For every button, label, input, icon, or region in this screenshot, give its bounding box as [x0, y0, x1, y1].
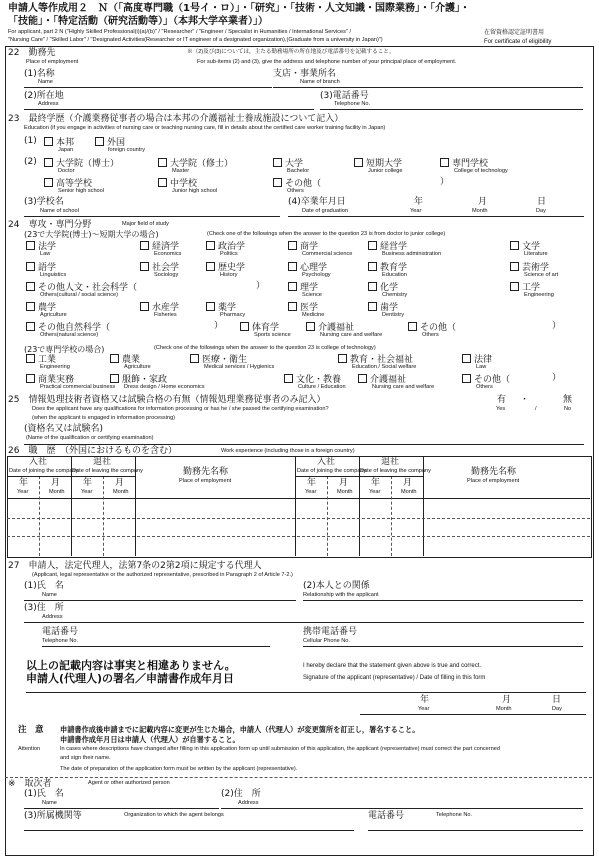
major-option-label: 心理学 [300, 263, 328, 273]
major-option-label: 歴史学 [218, 263, 246, 273]
table-col-line [39, 476, 40, 556]
major-option-label: 文学 [522, 242, 541, 252]
attention-en3: The date of preparation of the application form must be written by the applicant (representative). [60, 766, 298, 772]
s23-japan[interactable]: 本邦 [44, 137, 74, 148]
checkbox-icon [440, 158, 449, 167]
table-col-line [327, 476, 328, 556]
cert-label-jp: 在留資格認定証明書用 [484, 30, 545, 36]
s23-senior-en: Senior high school [58, 188, 105, 194]
agent-title-en: Agent or other authorized person [88, 780, 170, 786]
checkbox-icon [26, 354, 35, 363]
major-option-label: 化学 [380, 283, 399, 293]
checkbox-icon [273, 178, 282, 187]
major-option-en: Linguistics [40, 272, 67, 278]
attention-label-en: Attention [18, 746, 41, 752]
s25-yes-en: Yes [496, 406, 506, 412]
major-option-en: Engineering [524, 292, 554, 298]
s22-note-en: For sub-items (2) and (3), give the address and telephone number of your principal place of employment. [197, 59, 457, 65]
s23-grad-label: (4)卒業年月日 [288, 197, 346, 207]
col-year-en: Year [369, 489, 381, 495]
major-option-label: 介護福祉 [318, 323, 355, 333]
s27-addr-label: (3)住 所 [24, 603, 64, 613]
s27-addr-field[interactable] [24, 622, 584, 623]
s23-opt2: (2) [24, 157, 37, 167]
s23-japan-en: Japan [58, 147, 74, 153]
major-option-label: 語学 [38, 263, 57, 273]
checkbox-icon [110, 374, 119, 383]
s23-doctor-en: Doctor [58, 168, 75, 174]
col-join: 入社 [317, 457, 336, 467]
checkbox-icon [206, 241, 215, 250]
major-option-en: Education [382, 272, 407, 278]
attention-jp2: 申請書作成年月日は申請人（代理人）が自署すること。 [60, 735, 240, 744]
decl-month-en: Month [496, 706, 512, 712]
s22-note-jp: ※（2)及び(3)については，主たる勤務場所の所在地及び電話番号を記載すること。 [187, 49, 395, 55]
paren-close: ） [552, 321, 562, 331]
s27-addr-en: Address [42, 614, 63, 620]
agent-org-field[interactable] [24, 830, 354, 831]
decl-year-en: Year [418, 706, 430, 712]
decl-jp1: 以上の記載内容は事実と相違ありません。 [26, 659, 236, 672]
agent-addr-label: (2)住 所 [221, 789, 261, 799]
major-option-label: 体育学 [252, 323, 280, 333]
checkbox-icon [368, 262, 377, 271]
attention-en2: and sign their name. [60, 755, 111, 761]
decl-date-field[interactable] [360, 714, 586, 715]
col-join-en: Date of joining the company [297, 468, 367, 474]
col-month-en: Month [113, 489, 129, 495]
checkbox-icon [288, 302, 297, 311]
major-option-en: Science [302, 292, 322, 298]
checkbox-icon [140, 302, 149, 311]
college-option-label: 工業 [38, 355, 57, 365]
col-month: 月 [115, 478, 125, 488]
checkbox-icon [368, 241, 377, 250]
major-option-en: Pharmacy [220, 312, 246, 318]
checkbox-icon [140, 262, 149, 271]
s23-day-en: Day [536, 208, 546, 214]
major-option-en: Psychology [302, 272, 331, 278]
form-title-line2: 「技能」・「特定活動（研究活動等）」（本邦大学卒業者）」） [8, 16, 268, 27]
agent-addr-field[interactable] [221, 808, 583, 809]
checkbox-icon [288, 262, 297, 271]
s22-name-label: (1)名称 [24, 69, 55, 79]
s23-junior-en: Junior college [368, 168, 403, 174]
table-subheader-line [295, 476, 423, 477]
s23-senior[interactable]: 高等学校 [44, 178, 92, 189]
checkbox-icon [358, 374, 367, 383]
major-option-en: Sports science [254, 332, 291, 338]
checkbox-icon [368, 302, 377, 311]
major-option-label: 薬学 [218, 303, 237, 313]
table-subheader-line [7, 476, 135, 477]
s25-q-en: Does the applicant have any qualifications for information processing or has he / she passed the certifying examination? [32, 406, 329, 412]
table-header-line [7, 498, 590, 499]
s22-addr-label: (2)所在地 [24, 91, 64, 101]
col-join: 入社 [29, 457, 48, 467]
s23-opt1: (1) [24, 136, 37, 146]
major-option-label: 歯学 [380, 303, 399, 313]
s24-sub-a-en: (Check one of the followings when the answer to the question 23 is from doctor to junior college) [207, 231, 446, 237]
s23-day-jp: 日 [537, 197, 547, 207]
s25-sep: ・ [520, 395, 530, 405]
checkbox-icon [510, 282, 519, 291]
s23-tech-en: College of technology [454, 168, 508, 174]
checkbox-icon [462, 354, 471, 363]
agent-org-en: Organization to which the agent belongs [124, 812, 224, 818]
checkbox-icon [26, 302, 35, 311]
s22-branch-label: 支店・事業所名 [273, 69, 337, 79]
agent-addr-en: Address [238, 800, 259, 806]
major-option-en: Law [40, 251, 51, 257]
s23-title: 23 最終学歴（介護業務従事者の場合は本邦の介護福祉士養成施設について記入） [8, 114, 344, 124]
checkbox-icon [44, 137, 53, 146]
cert-label-en: For certificate of eligibility [484, 39, 552, 45]
s23-others[interactable]: その他（ [273, 178, 321, 189]
agent-name-field[interactable] [24, 808, 219, 809]
college-option-label: 介護福祉 [370, 375, 407, 385]
col-year-en: Year [305, 489, 317, 495]
major-option-en: Nursing care and welfare [320, 332, 383, 338]
checkbox-icon [158, 158, 167, 167]
s24-title: 24 専攻・専門分野 [8, 220, 92, 230]
checkbox-icon [206, 262, 215, 271]
s23-year-jp: 年 [414, 197, 424, 207]
s26-title: 26 職 歴 （外国におけるものを含む） [8, 446, 177, 456]
checkbox-icon [240, 322, 249, 331]
college-option-en: Law [476, 364, 487, 370]
major-option-label: 農学 [38, 303, 57, 313]
college-option-en: Dress design / Home economics [124, 384, 205, 390]
s22-branch-field[interactable] [273, 87, 583, 88]
attention-en1: In cases where descriptions have changed after filling in this application form up until submission of this application, the applicant (representative) must correct the part concerned [60, 746, 500, 752]
s25-no[interactable]: 無 [563, 395, 573, 405]
agent-title: ※ 取次者 [8, 779, 52, 789]
checkbox-icon [273, 158, 282, 167]
checkbox-icon [110, 354, 119, 363]
college-option-label: 農業 [122, 355, 141, 365]
major-option-label: 水産学 [152, 303, 180, 313]
divider [5, 777, 592, 778]
checkbox-icon [206, 302, 215, 311]
s27-title-en: (Applicant, legal representative or the authorized representative, prescribed in Paragraph 2 of Article 7-2.) [32, 572, 293, 578]
paren-close: ） [256, 281, 266, 291]
s23-grad-en: Date of graduation [302, 208, 349, 214]
agent-name-label: (1)氏 名 [24, 789, 64, 799]
s23-title-en: Education (if you engage in activities of nursing care or teaching nursing care, fill in details about the certified care worker training facility in Japan) [24, 125, 386, 131]
checkbox-icon [306, 322, 315, 331]
major-option-label: その他人文・社会科学（ [38, 283, 138, 293]
table-divider [295, 456, 296, 556]
col-year-en: Year [81, 489, 93, 495]
s23-junior[interactable]: 短期大学 [354, 158, 402, 169]
checkbox-icon [510, 262, 519, 271]
s25-q2-en: (when the applicant is engaged in information processing) [32, 415, 176, 421]
major-option-label: 商学 [300, 242, 319, 252]
college-option-en: Engineering [40, 364, 70, 370]
decl-month-jp: 月 [502, 695, 512, 705]
decl-day-en: Day [552, 706, 562, 712]
s25-name-label: (資格名又は試験名) [24, 424, 104, 434]
s27-tel-en: Telephone No. [42, 638, 79, 644]
major-option-en: Politics [220, 251, 238, 257]
decl-jp2: 申請人(代理人)の署名／申請書作成年月日 [26, 672, 235, 685]
paren-close: ） [552, 373, 562, 383]
s27-rel-en: Relationship with the applicant [303, 592, 379, 598]
s22-tel-label: (3)電話番号 [320, 91, 369, 101]
major-option-en: Literature [524, 251, 548, 257]
s22-name-en: Name [38, 79, 53, 85]
major-option-label: 経済学 [152, 242, 180, 252]
major-option-en: Commercial science [302, 251, 353, 257]
checkbox-icon [288, 282, 297, 291]
major-option-en: Others(cultural / social science) [40, 292, 119, 298]
college-option-label: その他（ [474, 375, 511, 385]
form-title-en2: "Nursing Care" / "Skilled Labor" / "Designated Activities(Researcher or IT engineer of a designated organization),(Graduate from a university in Japan)") [8, 37, 383, 43]
agent-org-label: (3)所属機関等 [24, 811, 82, 821]
table-row[interactable] [7, 536, 590, 537]
major-option-label: 法学 [38, 242, 57, 252]
s24-sub-a: (23で大学院(博士)～短期大学の場合) [24, 230, 159, 239]
decl-year-jp: 年 [420, 695, 430, 705]
form-title-line1: 申請人等作成用２ Ｎ（「高度専門職（1号イ・ロ）」・「研究」・「技術・人文知識・国際業務」・「介護」・ [8, 3, 470, 14]
col-place: 勤務先名称 [183, 467, 229, 477]
col-month-en: Month [337, 489, 353, 495]
s22-tel-en: Telephone No. [334, 101, 371, 107]
checkbox-icon [26, 241, 35, 250]
s25-name-field[interactable] [24, 444, 584, 445]
checkbox-icon [26, 374, 35, 383]
agent-tel-label: 電話番号 [368, 811, 405, 821]
s23-month-jp: 月 [478, 197, 488, 207]
col-join-en: Date of joining the company [9, 468, 79, 474]
major-option-label: 社会学 [152, 263, 180, 273]
s25-name-en: (Name of the qualification or certifying examination) [26, 435, 154, 441]
col-month-en: Month [49, 489, 65, 495]
s27-name-en: Name [42, 592, 57, 598]
col-month: 月 [403, 478, 413, 488]
decl-day-jp: 日 [552, 695, 562, 705]
college-option-en: Culture / Education [298, 384, 346, 390]
paren-close: ） [214, 321, 224, 331]
s23-others-close: ） [440, 177, 450, 187]
major-option-en: Science of art [524, 272, 559, 278]
checkbox-icon [158, 178, 167, 187]
college-option-en: Others [476, 384, 493, 390]
col-leave-en: Date of leaving the company [72, 468, 143, 474]
col-year: 年 [307, 478, 317, 488]
form-title-en1: For applicant, part 2 N ("Highly Skilled Professional(i)(a)/(b)" / "Researcher" / "Engineer / Specialist in Humanities / International Services" / [8, 29, 352, 35]
s27-rel-field[interactable] [303, 600, 583, 601]
s23-school-label: (3)学校名 [24, 197, 64, 207]
major-option-label: 医学 [300, 303, 319, 313]
col-month: 月 [339, 478, 349, 488]
major-option-label: 理学 [300, 283, 319, 293]
agent-tel-en: Telephone No. [436, 812, 473, 818]
checkbox-icon [462, 374, 471, 383]
col-place: 勤務先名称 [471, 467, 517, 477]
col-year: 年 [371, 478, 381, 488]
s25-title: 25 情報処理技術者資格又は試験合格の有無（情報処理業務従事者のみ記入） [8, 395, 326, 405]
college-option-en: Practical commercial business [40, 384, 116, 390]
s27-cell-field[interactable] [303, 646, 583, 647]
s27-title: 27 申請人，法定代理人，法第7条の2第2項に規定する代理人 [8, 561, 262, 571]
college-option-label: 文化・教養 [296, 375, 342, 385]
major-option-en: Fisheries [154, 312, 177, 318]
col-place-en: Place of employment [467, 478, 520, 484]
checkbox-icon [95, 137, 104, 146]
major-option-label: その他（ [420, 323, 457, 333]
attention-jp1: 申請書作成後申請までに記載内容に変更が生じた場合，申請人（代理人）が変更箇所を訂正し，署名すること。 [60, 725, 420, 734]
college-option-en: Agriculture [124, 364, 151, 370]
s23-grad-field[interactable] [288, 216, 584, 217]
s27-rel-label: (2)本人との関係 [303, 581, 370, 591]
s22-tel-field[interactable] [320, 109, 583, 110]
s23-foreign[interactable]: 外国 [95, 137, 125, 148]
s23-tech[interactable]: 専門学校 [440, 158, 488, 169]
s23-school-field[interactable] [24, 216, 280, 217]
s27-name-field[interactable] [24, 600, 296, 601]
s23-bachelor[interactable]: 大学 [273, 158, 303, 169]
checkbox-icon [284, 374, 293, 383]
s22-addr-en: Address [38, 101, 59, 107]
s23-bachelor-en: Bachelor [287, 168, 310, 174]
s23-jhs[interactable]: 中学校 [158, 178, 197, 189]
major-option-en: Economics [154, 251, 182, 257]
s27-name-label: (1)氏 名 [24, 581, 64, 591]
checkbox-icon [408, 322, 417, 331]
s22-title-en: Place of employment [26, 59, 79, 65]
s25-no-en: No [564, 406, 572, 412]
s27-tel-field[interactable] [42, 646, 270, 647]
s23-master-en: Master [172, 168, 190, 174]
col-leave-en: Date of leaving the company [360, 468, 431, 474]
s27-cell-label: 携帯電話番号 [303, 627, 358, 637]
s24-sub-b-en: (Check one of the followings when the answer to the question 23 is college of technology) [154, 345, 376, 351]
s23-others-en: Others [287, 188, 304, 194]
major-option-en: Agriculture [40, 312, 67, 318]
college-option-en: Medical services / Hygienics [204, 364, 275, 370]
col-year-en: Year [17, 489, 29, 495]
s22-name-field[interactable] [24, 87, 272, 88]
s24-title-en: Major field of study [122, 221, 169, 227]
major-option-label: 政治学 [218, 242, 246, 252]
major-option-label: 経営学 [380, 242, 408, 252]
col-year: 年 [83, 478, 93, 488]
s25-yes[interactable]: 有 [497, 395, 507, 405]
s25-slash: / [535, 406, 537, 412]
major-option-en: Dentistry [382, 312, 405, 318]
checkbox-icon [288, 241, 297, 250]
checkbox-icon [338, 354, 347, 363]
decl-en1: I hereby declare that the statement given above is true and correct. [303, 663, 482, 669]
col-month-en: Month [401, 489, 417, 495]
major-option-en: Business administration [382, 251, 442, 257]
major-option-label: 教育学 [380, 263, 408, 273]
college-option-label: 服飾・家政 [122, 375, 168, 385]
col-month: 月 [51, 478, 61, 488]
s27-cell-en: Cellular Phone No. [303, 638, 350, 644]
col-place-en: Place of employment [179, 478, 232, 484]
s23-foreign-en: foreign country [108, 147, 146, 153]
s23-year-en: Year [410, 208, 422, 214]
s23-jhs-en: Junior high school [172, 188, 218, 194]
college-option-en: Nursing care and welfare [372, 384, 435, 390]
s24-sub-b: (23で専門学校の場合) [24, 345, 105, 354]
checkbox-icon [140, 241, 149, 250]
s26-title-en: Work experience (including those in a foreign country) [221, 448, 355, 454]
checkbox-icon [26, 262, 35, 271]
signature-field[interactable] [26, 692, 586, 693]
college-option-label: 法律 [474, 355, 493, 365]
checkbox-icon [368, 282, 377, 291]
college-option-label: 商業実務 [38, 375, 75, 385]
s22-addr-field[interactable] [24, 109, 314, 110]
decl-en2: Signature of the applicant (representative) / Date of filling in this form [303, 675, 486, 681]
major-option-en: Medicine [302, 312, 325, 318]
checkbox-icon [354, 158, 363, 167]
agent-tel-field[interactable] [368, 830, 583, 831]
checkbox-icon [26, 282, 35, 291]
col-leave: 退社 [381, 457, 400, 467]
col-year: 年 [19, 478, 29, 488]
checkbox-icon [190, 354, 199, 363]
col-leave: 退社 [93, 457, 112, 467]
major-option-label: 工学 [522, 283, 541, 293]
major-option-en: Others [422, 332, 439, 338]
college-option-label: 教育・社会福祉 [350, 355, 414, 365]
attention-label: 注 意 [18, 725, 44, 735]
major-option-en: Chemistry [382, 292, 408, 298]
checkbox-icon [510, 241, 519, 250]
checkbox-icon [26, 322, 35, 331]
table-col-line [391, 476, 392, 556]
college-option-label: 医療・衛生 [202, 355, 248, 365]
checkbox-icon [44, 158, 53, 167]
s23-master[interactable]: 大学院（修士） [158, 158, 233, 169]
major-option-en: Sociology [154, 272, 179, 278]
major-option-label: 芸術学 [522, 263, 550, 273]
major-option-en: History [220, 272, 238, 278]
major-option-label: その他自然科学（ [38, 323, 111, 333]
major-option-en: Others(natural science) [40, 332, 99, 338]
s23-doctor[interactable]: 大学院（博士） [44, 158, 119, 169]
s23-school-en: Name of school [40, 208, 79, 214]
s22-branch-en: Name of branch [300, 79, 340, 85]
table-col-line [103, 476, 104, 556]
agent-name-en: Name [42, 800, 57, 806]
s22-title: 22 勤務先 [8, 48, 56, 58]
s23-month-en: Month [472, 208, 488, 214]
table-row[interactable] [7, 518, 590, 519]
s27-tel-label: 電話番号 [42, 627, 79, 637]
checkbox-icon [44, 178, 53, 187]
college-option-en: Education / Social welfare [352, 364, 417, 370]
